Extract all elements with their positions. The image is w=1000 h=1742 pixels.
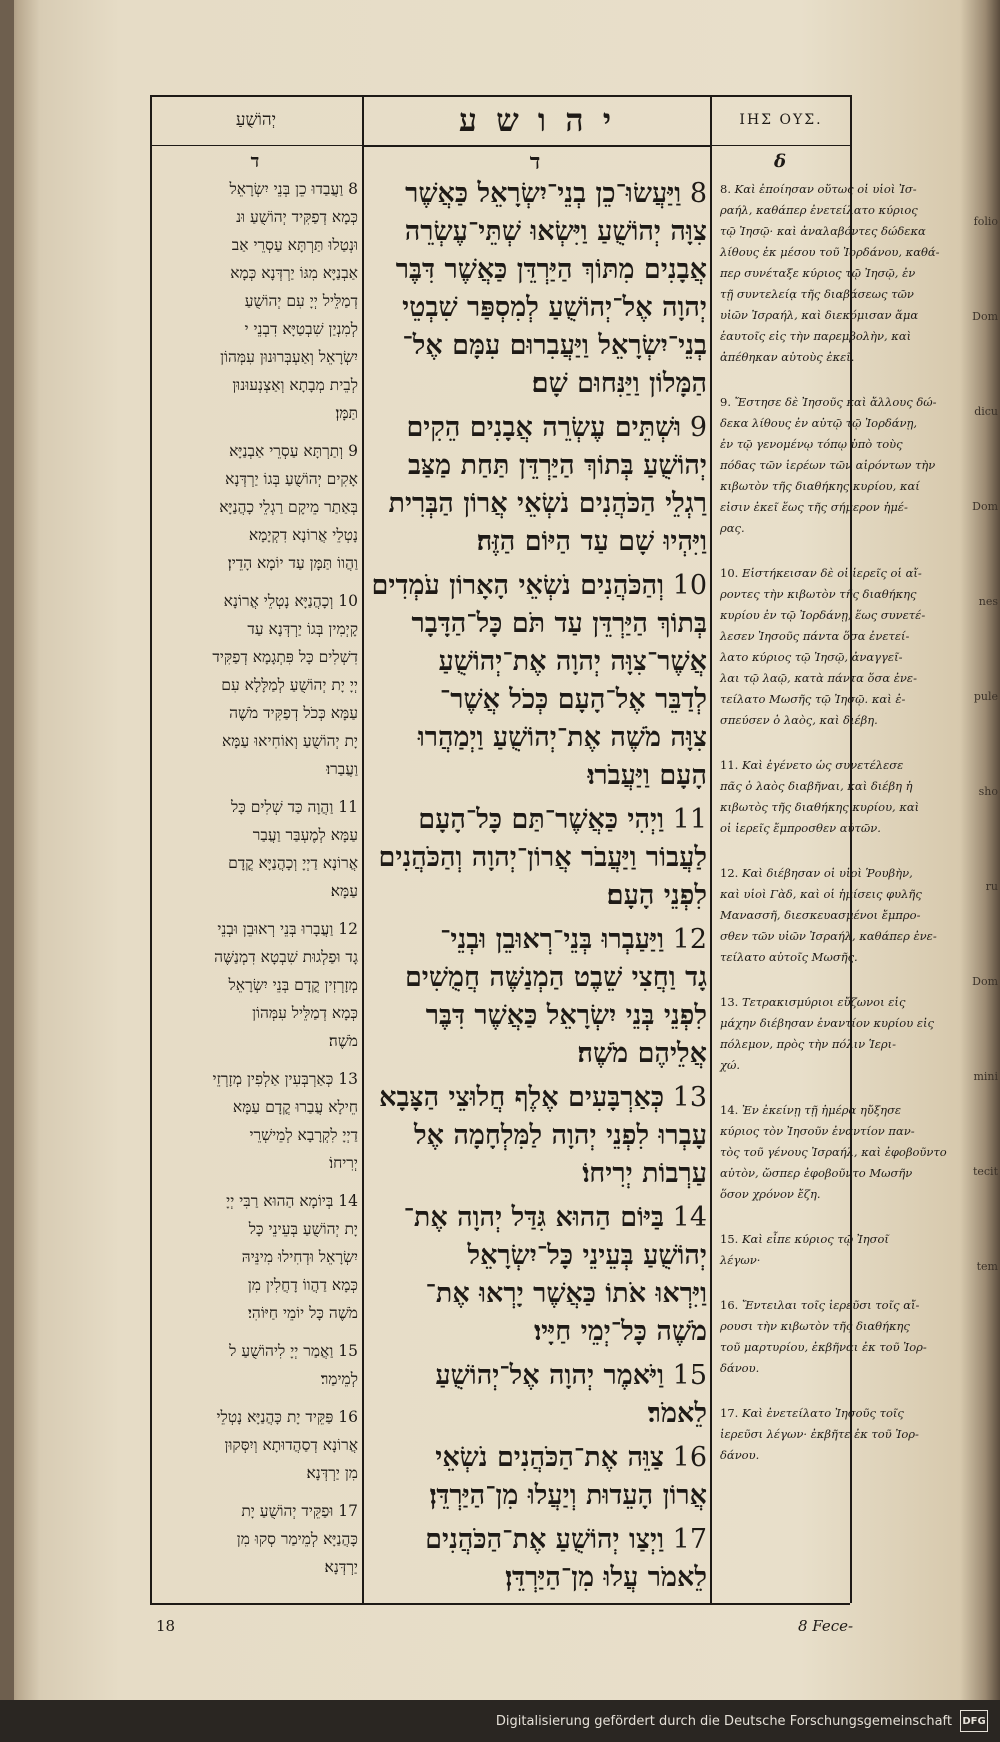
- verse-line: [170, 437, 358, 465]
- verse-line: יְיָ יָת יְהוֹשֻׁעַ לְמַלָּלָא עִם: [221, 676, 358, 694]
- verse-line: ρουσι τὴν κιβωτὸν τῆς διαθήκης: [720, 1319, 910, 1333]
- verse-line: וַיִּהְיוּ שָׁם עַד הַיּוֹם הַזֶּה׃: [476, 526, 707, 557]
- verse-text: כְּאַרְבָּעִים אֶלֶף חֲלוּצֵי הַצָּבָא: [379, 1082, 665, 1113]
- verse-9: [170, 437, 358, 577]
- verse-text: וַיֹּאמֶר יְהוָה אֶל־יְהוֹשֻׁעַ: [435, 1360, 665, 1391]
- verse-line: דְמַלֵּיל יְיָ עִם יְהוֹשֻׁעַ: [244, 292, 358, 310]
- verse-number: 8: [681, 178, 707, 209]
- verse-line: τῇ συντελείᾳ τῆς διαβάσεως τῶν: [720, 287, 914, 301]
- verse-line: [170, 915, 358, 943]
- header-rule-targum: [150, 145, 362, 146]
- verse-line: περ συνέταξε κύριος τῷ Ἰησῷ, ἐν: [720, 266, 916, 280]
- verse-line: σπεύσεν ὁ λαὸς, καὶ διέβη.: [720, 713, 878, 727]
- verse-text: וַיְצַו יְהוֹשֻׁעַ אֶת־הַכֹּהֲנִים: [425, 1524, 665, 1555]
- verse-15: [720, 1229, 905, 1271]
- verse-line: יְרִיחוֹ׃: [329, 1154, 358, 1172]
- verse-line: תַּמָּן׃: [335, 404, 358, 422]
- verse-number: 8.: [720, 182, 735, 196]
- verse-line: χώ.: [720, 1058, 741, 1072]
- verse-line: [720, 992, 905, 1013]
- verse-line: υἱῶν Ἰσραήλ, καὶ διεκόμισαν ἅμα: [720, 308, 919, 322]
- verse-text: צַוֵּה אֶת־הַכֹּהֲנִים נֹשְׂאֵי: [435, 1442, 665, 1473]
- verse-line: עַמָּא׃: [330, 882, 358, 900]
- verse-13: [720, 992, 935, 1076]
- verse-line: לַעֲבוֹר וַיַּעֲבֹר אֲרוֹן־יְהוָה וְהַכֹּהֲנִים: [378, 842, 707, 873]
- verse-line: יָת יְהוֹשֻׁעַ וְאוֹחִיאוּ עַמָּא: [222, 732, 358, 750]
- margin-fragment: Dom: [972, 500, 998, 513]
- verse-number: 13: [664, 1082, 707, 1113]
- verse-line: אָקִים יְהוֹשֻׁעַ בְּגוֹ יַרְדְּנָא: [225, 470, 358, 488]
- verse-line: [720, 1100, 905, 1121]
- verse-line: עַרְבוֹת יְרִיחוֹ׃: [582, 1158, 707, 1189]
- verse-number: 11.: [720, 758, 742, 772]
- margin-fragment: Dom: [972, 975, 998, 988]
- verse-number: 16: [664, 1442, 707, 1473]
- verse-15: [170, 1337, 358, 1393]
- verse-11: [170, 793, 358, 905]
- verse-10: [170, 587, 358, 783]
- verse-line: κιβωτὸς τῆς διαθήκης κυρίου, καὶ: [720, 800, 920, 814]
- verse-line: σθεν τῶν υἱῶν Ἰσραήλ, καθάπερ ἐνε-: [720, 929, 937, 943]
- verse-14: [372, 1199, 707, 1351]
- verse-text: וַהֲוָה כַּד שְׁלִים כָּל: [230, 798, 334, 816]
- margin-fragment: ru: [985, 880, 998, 893]
- verse-line: πᾶς ὁ λαὸς διαβῆναι, καὶ διέβη ἡ: [720, 779, 913, 793]
- margin-fragment: nes: [978, 595, 998, 608]
- verse-line: כְּמָא דְמַלֵּיל עִמְּהוֹן: [252, 1004, 358, 1022]
- margin-fragment: pule: [973, 690, 998, 703]
- verse-line: δάνου.: [720, 1448, 760, 1462]
- verse-line: בְּתוֹךְ הַיַּרְדֵּן עַד תֹּם כָּל־הַדָּבָר: [411, 608, 707, 639]
- verse-line: μάχην διέβησαν ἐναντίον κυρίου εἰς: [720, 1016, 935, 1030]
- verse-10: [720, 563, 926, 731]
- verse-line: אֲרוֹן הָעֵדוּת וְיַעֲלוּ מִן־הַיַּרְדֵּן׃: [429, 1480, 707, 1511]
- verse-text: Καὶ διέβησαν οἱ υἱοὶ Ῥουβὴν,: [741, 866, 913, 880]
- verse-line: [372, 409, 707, 447]
- verse-text: וַיְהִי כַּאֲשֶׁר־תַּם כָּל־הָעָם: [418, 804, 665, 835]
- verse-9: [720, 392, 937, 539]
- verse-line: לְבֵית מְבָתָא וְאַצְנְעוּנוּן: [232, 376, 358, 394]
- verse-line: αὐτὸν, ὥσπερ ἐφοβοῦντο Μωσῆν: [720, 1166, 913, 1180]
- verse-line: מֹשֶׁה׃: [328, 1032, 358, 1050]
- column-divider-1: [362, 95, 364, 1603]
- verse-line: וַיִּרְאוּ אֹתוֹ כַּאֲשֶׁר יָרְאוּ אֶת־: [425, 1278, 707, 1309]
- verse-line: הַמָּלוֹן וַיַּנִּחוּם שָׁם׃: [531, 368, 707, 399]
- verse-text: וַיַּעַבְרוּ בְּנֵי־רְאוּבֵן וּבְנֵי־: [440, 924, 665, 955]
- verse-11: [720, 755, 920, 839]
- verse-13: [170, 1065, 358, 1177]
- verse-number: 9.: [720, 395, 735, 409]
- verse-line: τοῦ μαρτυρίου, ἐκβῆναι ἐκ τοῦ Ἰορ-: [720, 1340, 927, 1354]
- verse-text: Ἔντειλαι τοῖς ἱερεῦσι τοῖς αἴ-: [741, 1298, 920, 1312]
- verse-line: [170, 1187, 358, 1215]
- verse-line: [372, 801, 707, 839]
- hebrew-chapter-letter: ד: [529, 149, 541, 175]
- page-number: 18: [156, 1617, 176, 1635]
- verse-17: [170, 1497, 358, 1581]
- verse-line: [720, 1403, 905, 1424]
- verse-text: Καὶ εἶπε κύριος τῷ Ἰησοῖ: [741, 1232, 889, 1246]
- verse-number: 17.: [720, 1406, 742, 1420]
- verse-line: יָת יְהוֹשֻׁעַ בְּעֵינֵי כָּל: [248, 1220, 358, 1238]
- verse-text: וּשְׁתֵּים עֶשְׂרֵה אֲבָנִים הֵקִים: [406, 412, 682, 443]
- verse-number: 12: [664, 924, 707, 955]
- verse-line: ἑαυτοῖς εἰς τὴν παρεμβολὴν, καὶ: [720, 329, 912, 343]
- verse-line: לְמִנְיַן שִׁבְטַיָּא דִבְנֵי י: [244, 320, 358, 338]
- verse-line: λατο κύριος τῷ Ἰησῷ, ἀναγγεῖ-: [720, 650, 903, 664]
- verse-line: [170, 793, 358, 821]
- verse-line: כְּמָא דַהֲווֹ דָחֲלִין מִן: [247, 1276, 358, 1294]
- verse-line: צִוָּה יְהוֹשֻׁעַ וַיִּשְׂאוּ שְׁתֵּי־עֶשְׂרֵה: [404, 216, 707, 247]
- verse-number: 11: [333, 798, 358, 816]
- margin-fragment: Dom: [972, 310, 998, 323]
- verse-line: לִפְנֵי הָעָם׃: [606, 880, 707, 911]
- verse-line: לְדַבֵּר אֶל־הָעָם כְּכֹל אֲשֶׁר־: [439, 684, 707, 715]
- verse-line: וַהֲווֹ תַּמָּן עַד יוֹמָא הָדֵין׃: [227, 554, 358, 572]
- verse-number: 8: [343, 180, 358, 198]
- verse-line: [170, 1403, 358, 1431]
- verse-line: [372, 567, 707, 605]
- verse-line: εἰσιν ἐκεῖ ἕως τῆς σήμερον ἡμέ-: [720, 500, 908, 514]
- column-divider-2: [710, 95, 712, 1603]
- verse-line: [170, 1337, 358, 1365]
- margin-fragment: tecit: [972, 1165, 998, 1178]
- verse-line: לֵאמֹר עֲלוּ מִן־הַיַּרְדֵּן׃: [505, 1562, 707, 1593]
- verse-line: יַרְדְּנָא׃: [324, 1558, 358, 1576]
- verse-line: יְהוָה אֶל־יְהוֹשֻׁעַ לְמִסְפַּר שִׁבְטֵי: [402, 292, 707, 323]
- verse-line: מֹשֶׁה כָּל יוֹמֵי חַיּוֹהִי׃: [247, 1304, 358, 1322]
- verse-16: [372, 1439, 707, 1515]
- verse-text: וַיַּעֲשׂוּ־כֵן בְנֵי־יִשְׂרָאֵל כַּאֲשֶׁר: [405, 178, 682, 209]
- verse-line: [720, 755, 905, 776]
- verse-line: צִוָּה מֹשֶׁה אֶת־יְהוֹשֻׁעַ וַיְמַהֲרוּ: [417, 722, 707, 753]
- verse-16: [720, 1295, 927, 1379]
- verse-line: κύριος τὸν Ἰησοῦν ἐναντίον παν-: [720, 1124, 915, 1138]
- verse-line: ραήλ, καθάπερ ἐνετείλατο κύριος: [720, 203, 918, 217]
- verse-line: יִשְׂרָאֵל וּדְחִילוּ מִינֵּיהּ: [241, 1248, 358, 1266]
- verse-text: וּפַקֵּיד יְהוֹשֻׁעַ יָת: [241, 1502, 334, 1520]
- verse-number: 13.: [720, 995, 742, 1009]
- verse-line: [372, 1357, 707, 1395]
- verse-8: [170, 175, 358, 427]
- verse-number: 14: [333, 1192, 358, 1210]
- printed-page: [150, 95, 947, 1635]
- verse-line: λεσεν Ἰησοῦς πάντα ὅσα ἐνετεί-: [720, 629, 910, 643]
- dfg-logo: DFG: [960, 1710, 988, 1732]
- verse-13: [372, 1079, 707, 1193]
- verse-number: 15: [664, 1360, 707, 1391]
- verse-line: אֲלֵיהֶם מֹשֶׁה׃: [577, 1038, 707, 1069]
- targum-column-title: יְהוֹשֻׁעַ: [235, 110, 277, 130]
- header-rule-greek: [712, 145, 850, 146]
- verse-text: וְהַכֹּהֲנִים נֹשְׂאֵי הָאָרוֹן עֹמְדִים: [371, 570, 665, 601]
- verse-number: 17: [664, 1524, 707, 1555]
- verse-number: 15: [333, 1342, 358, 1360]
- verse-number: 12: [333, 920, 358, 938]
- verse-line: הָעָם וַיַּעֲבֹרוּ׃: [587, 760, 707, 791]
- verse-line: ροντες τὴν κιβωτὸν τῆς διαθήκης: [720, 587, 917, 601]
- verse-line: δάνου.: [720, 1361, 760, 1375]
- verse-number: 14.: [720, 1103, 742, 1117]
- verse-line: [170, 1497, 358, 1525]
- verse-line: πόλεμον, πρὸς τὴν πόλιν Ἱερι-: [720, 1037, 897, 1051]
- verse-line: לִפְנֵי בְּנֵי יִשְׂרָאֵל כַּאֲשֶׁר דִּבֶּר: [425, 1000, 707, 1031]
- verse-line: κυρίου ἐν τῷ Ἰορδάνῃ, ἕως συνετέ-: [720, 608, 926, 622]
- verse-text: וְתַרְתָּא עַסְרֵי אַבְנַיָּא: [229, 442, 344, 460]
- verse-17: [720, 1403, 919, 1466]
- verse-line: וּנְטַלוּ תַּרְתָּא עַסְרֵי אַב: [231, 236, 358, 254]
- margin-fragment: sho: [978, 785, 998, 798]
- verse-line: יְהוֹשֻׁעַ בְּעֵינֵי כָּל־יִשְׂרָאֵל: [467, 1240, 707, 1271]
- verse-line: חֵילָא עֲבַרוּ קֳדָם עַמָּא: [232, 1098, 358, 1116]
- verse-line: גָד וַחֲצִי שֵׁבֶט הַמְנַשֶּׁה חֲמֻשִׁים: [404, 962, 707, 993]
- verse-text: Καὶ ἐνετείλατο Ἰησοῦς τοῖς: [741, 1406, 904, 1420]
- verse-line: וַעֲבַרוּ׃: [326, 760, 358, 778]
- verse-9: [372, 409, 707, 561]
- verse-line: בְנֵי־יִשְׂרָאֵל וַיַּעֲבִרוּם עִמָּם אֶל־: [402, 330, 707, 361]
- margin-fragment: folio: [973, 215, 998, 228]
- verse-line: אֲרוֹנָא דְסַהֲדוּתָא וְיִסְּקוּן: [224, 1436, 358, 1454]
- verse-12: [170, 915, 358, 1055]
- verse-text: וַעֲבַדוּ כֵן בְּנֵי יִשְׂרָאֵל: [229, 180, 344, 198]
- verse-number: 16.: [720, 1298, 742, 1312]
- verse-text: Ἔστησε δὲ Ἰησοῦς καὶ ἄλλους δώ-: [734, 395, 937, 409]
- verse-line: [170, 1065, 358, 1093]
- verse-line: כָּהֲנַיָּא לְמֵימַר סְקוּ מִן: [236, 1530, 358, 1548]
- verse-text: בַּיּוֹם הַהוּא גִּדַּל יְהוָה אֶת־: [403, 1202, 665, 1233]
- verse-line: καὶ υἱοὶ Γὰδ, καὶ οἱ ἡμίσεις φυλῆς: [720, 887, 922, 901]
- verse-line: מְזָרְזִין קֳדָם בְּנֵי יִשְׂרָאֵל: [228, 976, 358, 994]
- verse-text: Καὶ ἐγένετο ὡς συνετέλεσε: [741, 758, 904, 772]
- verse-text: Εἱστήκεισαν δὲ οἱ ἱερεῖς οἱ αἴ-: [741, 566, 922, 580]
- verse-line: יִשְׂרָאֵל וְאַעְבְּרוּנוּן עִמְּהוֹן: [220, 348, 358, 366]
- verse-line: יְהוֹשֻׁעַ בְּתוֹךְ הַיַּרְדֵּן תַּחַת מַצַּב: [408, 450, 707, 481]
- verse-line: לְמֵימַר׃: [320, 1370, 358, 1388]
- verse-line: [170, 587, 358, 615]
- verse-line: τῷ Ἰησῷ· καὶ ἀναλαβόντες δώδεκα: [720, 224, 926, 238]
- verse-line: עָבְרוּ לִפְנֵי יְהוָה לַמִּלְחָמָה אֶל: [413, 1120, 707, 1151]
- verse-10: [372, 567, 707, 795]
- verse-12: [720, 863, 937, 968]
- verse-text: בְּיוֹמָא הַהוּא רַבִּי יְיָ: [226, 1192, 334, 1210]
- verse-line: אֲשֶׁר־צִוָּה יְהוָה אֶת־יְהוֹשֻׁעַ: [438, 646, 707, 677]
- verse-line: דִשְׁלִים כָּל פִּתְגָמָא דְפַקִּיד: [212, 648, 358, 666]
- verse-11: [372, 801, 707, 915]
- verse-number: 14: [664, 1202, 707, 1233]
- verse-line: אֲרוֹנָא דַיְיָ וְכָהֲנַיָּא קֳדָם: [228, 854, 358, 872]
- verse-line: [170, 175, 358, 203]
- verse-line: τὸς τοῦ γένους Ἰσραήλ, καὶ ἐφοβοῦντο: [720, 1145, 947, 1159]
- verse-line: גָד וּפַלְגוּת שִׁבְטָא דִמְנַשֶּׁה: [214, 948, 358, 966]
- verse-14: [720, 1100, 947, 1205]
- verse-line: נָטְלֵי אֲרוֹנָא דִקְיָמָא: [248, 526, 358, 544]
- verse-number: 10.: [720, 566, 742, 580]
- verse-line: ὅσον χρόνον ἔζη.: [720, 1187, 821, 1201]
- verse-line: δεκα λίθους ἐν αὐτῷ τῷ Ἰορδάνῃ,: [720, 416, 918, 430]
- verse-number: 9: [343, 442, 358, 460]
- frame-left-rule: [150, 95, 152, 1603]
- verse-line: עַמָּא לְמֶעְבַּר וַעֲבַר: [252, 826, 358, 844]
- margin-fragment: mini: [973, 1070, 998, 1083]
- verse-line: [372, 921, 707, 959]
- verse-line: [720, 392, 937, 413]
- verse-line: λέγων·: [720, 1253, 761, 1267]
- verse-15: [372, 1357, 707, 1433]
- verse-line: [720, 563, 922, 584]
- verse-line: κιβωτὸν τῆς διαθήκης κυρίου, καί: [720, 479, 920, 493]
- verse-line: מֹשֶׁה כָּל־יְמֵי חַיָּיו׃: [534, 1316, 707, 1347]
- verse-text: וְכָהֲנַיָּא נָטְלֵי אֲרוֹנָא: [223, 592, 334, 610]
- verse-line: οἱ ἱερεῖς ἔμπροσθεν αὐτῶν.: [720, 821, 881, 835]
- verse-line: לֵאמֹר׃: [647, 1398, 707, 1429]
- verse-line: אַבְנַיָּא מִגּוֹ יַרְדְּנָא כְּמָא: [230, 264, 358, 282]
- verse-line: λαι τῷ λαῷ, κατὰ πάντα ὅσα ἐνε-: [720, 671, 917, 685]
- frame-bottom-rule: [150, 1603, 850, 1605]
- verse-text: Καὶ ἐποίησαν οὕτως οἱ υἱοὶ Ἰσ-: [734, 182, 917, 196]
- verse-line: בְּאַתַר מֵיקָם רַגְלֵי כָהֲנַיָּא: [219, 498, 358, 516]
- margin-fragment: tem: [976, 1260, 998, 1273]
- verse-line: Μανασσῆ, διεσκευασμένοι ἔμπρο-: [720, 908, 921, 922]
- verse-number: 12.: [720, 866, 742, 880]
- verse-line: [372, 175, 707, 213]
- greek-chapter-letter: δ: [773, 151, 786, 172]
- verse-line: [372, 1521, 707, 1559]
- verse-line: λίθους ἐκ μέσου τοῦ Ἰορδάνου, καθά-: [720, 245, 940, 259]
- verse-line: ρας.: [720, 521, 745, 535]
- margin-fragment: dicu: [974, 405, 998, 418]
- digitization-bar: [0, 1700, 1000, 1742]
- catchword: 8 Fece-: [798, 1617, 854, 1635]
- targum-chapter-letter: ד: [250, 151, 260, 172]
- verse-line: [720, 1295, 920, 1316]
- verse-number: 9: [681, 412, 707, 443]
- verse-line: [720, 1229, 905, 1250]
- verse-17: [372, 1521, 707, 1597]
- verse-text: כְּאַרְבְּעִין אַלְפִין מְזָרְזֵי: [212, 1070, 334, 1088]
- verse-text: Τετρακισμύριοι εὔζωνοι εἰς: [741, 995, 906, 1009]
- verse-line: [372, 1199, 707, 1237]
- verse-16: [170, 1403, 358, 1487]
- verse-line: [372, 1079, 707, 1117]
- verse-line: [372, 1439, 707, 1477]
- verse-line: ἀπέθηκαν αὐτοὺς ἐκεῖ.: [720, 350, 855, 364]
- verse-line: τείλατο αὐτοῖς Μωσῆς.: [720, 950, 858, 964]
- verse-number: 15.: [720, 1232, 742, 1246]
- verse-number: 10: [664, 570, 707, 601]
- verse-line: ἐν τῷ γενομένῳ τόπῳ ὑπὸ τοὺς: [720, 437, 903, 451]
- verse-line: [720, 863, 913, 884]
- verse-line: אֲבָנִים מִתּוֹךְ הַיַּרְדֵּן כַּאֲשֶׁר דִּבֶּר: [395, 254, 707, 285]
- verse-line: πόδας τῶν ἱερέων τῶν αἰρόντων τὴν: [720, 458, 936, 472]
- verse-number: 16: [333, 1408, 358, 1426]
- verse-number: 11: [664, 804, 707, 835]
- verse-line: מִן יַרְדְּנָא׃: [306, 1464, 358, 1482]
- digitization-credit: Digitalisierung gefördert durch die Deutsche Forschungsgemeinschaft: [495, 1713, 952, 1729]
- verse-line: ἱερεῦσι λέγων· ἐκβῆτε ἐκ τοῦ Ἰορ-: [720, 1427, 919, 1441]
- header-rule-hebrew: [364, 145, 710, 147]
- verse-text: וַעֲבָרוּ בְּנֵי רְאוּבֵן וּבְנֵי: [217, 920, 334, 938]
- verse-number: 13: [333, 1070, 358, 1088]
- verse-12: [372, 921, 707, 1073]
- verse-line: קָיְמִין בְּגוֹ יַרְדְּנָא עַד: [247, 620, 358, 638]
- greek-column-title: ΙΗΣ ΟΥΣ.: [739, 112, 823, 128]
- verse-text: Ἐν ἐκείνῃ τῇ ἡμέρᾳ ηὔξησε: [741, 1103, 902, 1117]
- verse-line: רַגְלֵי הַכֹּהֲנִים נֹשְׂאֵי אֲרוֹן הַבְּרִית: [388, 488, 707, 519]
- verse-text: פַּקֵּיד יָת כָּהֲנַיָּא נָטְלֵי: [216, 1408, 334, 1426]
- verse-line: עַמָּא כְּכֹל דְפַקִּיד מֹשֶׁה: [229, 704, 358, 722]
- verse-8: [372, 175, 707, 403]
- verse-line: דַיְיָ לִקְרָבָא לְמֵישְׁרֵי: [249, 1126, 358, 1144]
- verse-line: [720, 179, 917, 200]
- verse-number: 17: [333, 1502, 358, 1520]
- verse-text: וַאֲמַר יְיָ לִיהוֹשֻׁעַ ל: [229, 1342, 334, 1360]
- left-page-edge: [0, 0, 14, 1700]
- verse-line: τείλατο Μωσῆς τῷ Ἰησῷ. καὶ ἐ-: [720, 692, 906, 706]
- verse-number: 10: [333, 592, 358, 610]
- verse-8: [720, 179, 940, 368]
- hebrew-column-title: י ה ו ש ע: [458, 101, 616, 139]
- verse-line: כְּמָא דְפַקִּיד יְהוֹשֻׁעַ וּנ: [236, 208, 358, 226]
- verse-14: [170, 1187, 358, 1327]
